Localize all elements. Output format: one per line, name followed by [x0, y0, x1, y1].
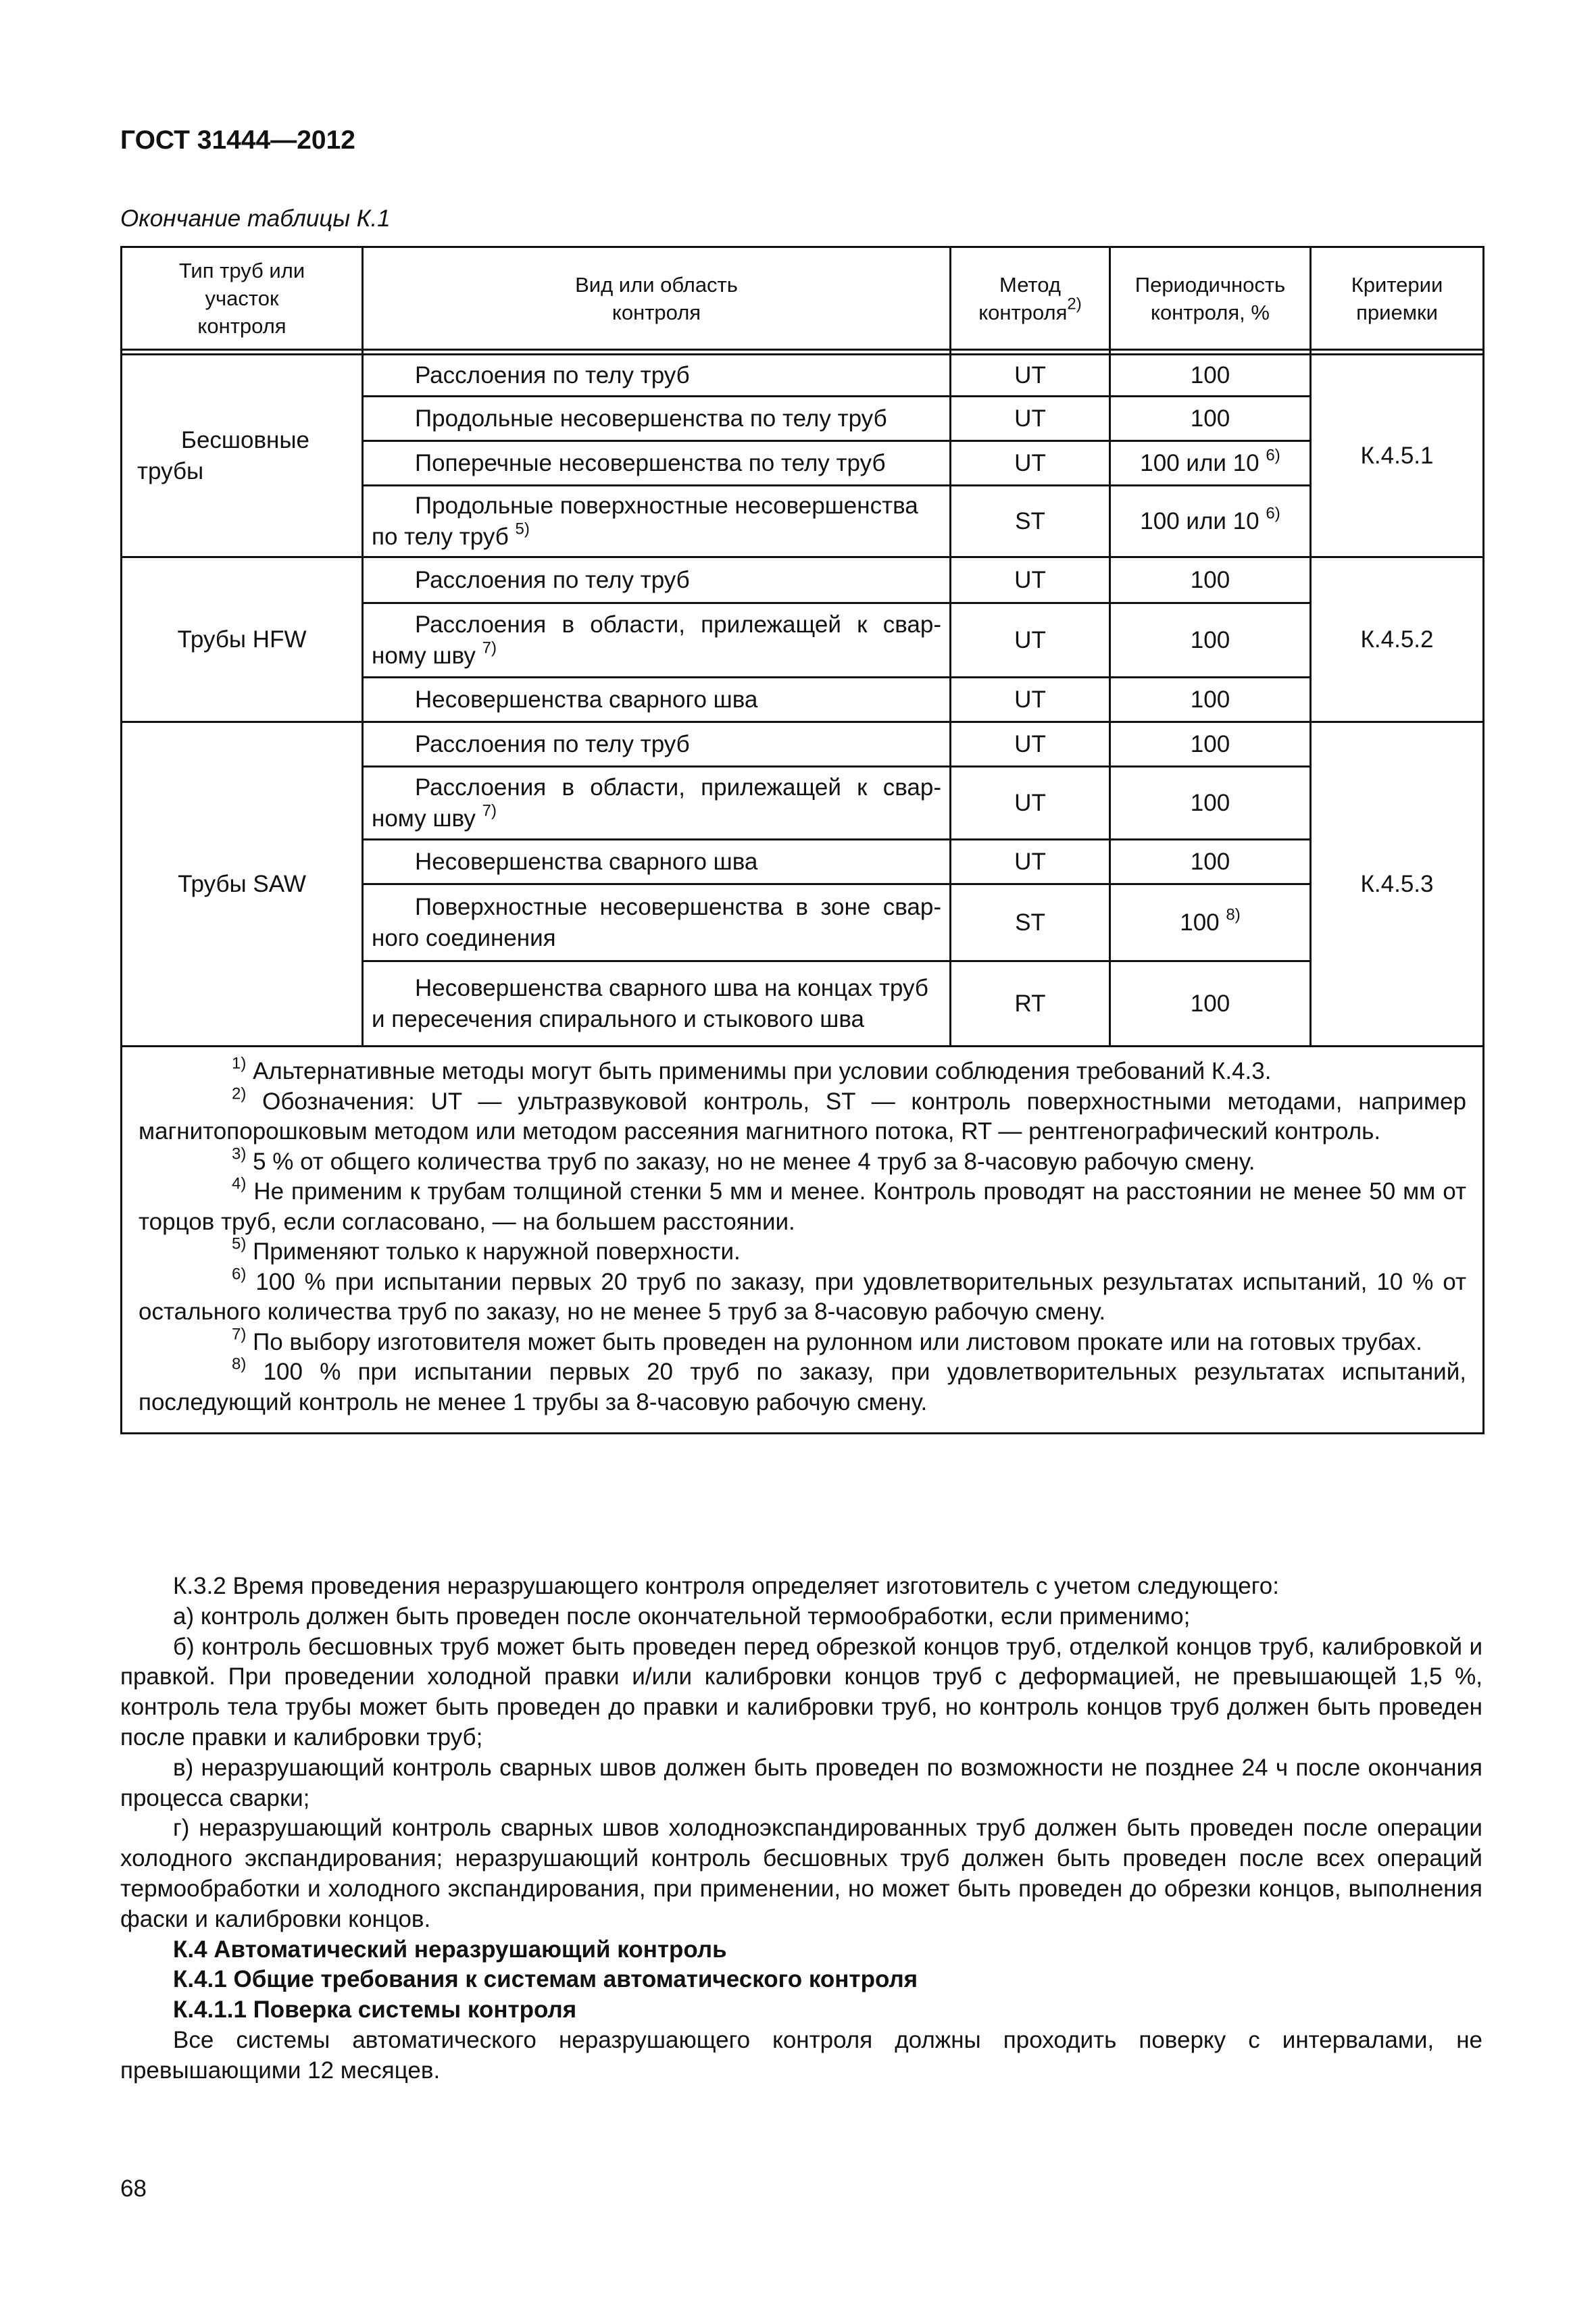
periodicity-text: 100 [1190, 686, 1230, 713]
inspection-area-text: Расслоения в области, прилежащей к сварному шву [372, 774, 941, 832]
footnote [139, 1234, 1466, 1267]
inspection-area-cell [363, 840, 951, 884]
periodicity-cell [1110, 678, 1311, 722]
periodicity-cell [1110, 603, 1311, 678]
pipe-type-text: трубы [137, 457, 204, 484]
inspection-area-text: Расслоения по телу труб [415, 730, 690, 757]
criteria-cell: К.4.5.3 [1311, 722, 1484, 1047]
periodicity-text: 100 [1190, 566, 1230, 593]
header-divider [122, 350, 1484, 355]
section-heading: К.4.1.1 Поверка системы контроля [173, 1996, 577, 2023]
criteria-cell: К.4.5.2 [1311, 557, 1484, 722]
inspection-area-text: Несовершенства сварного шва [415, 848, 758, 875]
periodicity-text: 100 или 10 [1140, 507, 1260, 534]
method-cell: UT [951, 767, 1110, 840]
periodicity-cell [1110, 840, 1311, 884]
inspection-area-cell [363, 722, 951, 767]
inspection-area-cell [363, 767, 951, 840]
footnote-text: 100 % при испытании первых 20 труб по заказу, при удовлетворительных результатах испытаний, 10 % от остального количества труб по заказу, но не менее 5 труб за 8-часовую рабочую смену. [139, 1268, 1466, 1325]
header-type: Тип труб или участок контроля [122, 247, 363, 350]
method-cell: UT [951, 840, 1110, 884]
pipe-type-cell [122, 722, 363, 1047]
footnote-text: 100 % при испытании первых 20 труб по заказу, при удовлетворительных результатах испытаний, последующий контроль не менее 1 трубы за 8-часовую рабочую смену. [139, 1359, 1466, 1415]
method-cell: RT [951, 961, 1110, 1047]
footnote-mark: 6) [232, 1264, 247, 1283]
periodicity-text: 100 [1190, 405, 1230, 432]
footnote [139, 1144, 1466, 1178]
periodicity-text: 100 [1190, 361, 1230, 388]
inspection-area-cell [363, 397, 951, 441]
header-method: Метод контроля$^{2)}$ [951, 247, 1110, 350]
inspection-area-cell [363, 486, 951, 557]
pipe-type-cell [122, 557, 363, 722]
paragraph: в) неразрушающий контроль сварных швов должен быть проведен по возможности не позднее 24 ч после окончания процесса сварки; [120, 1754, 1482, 1811]
periodicity-text: 100 или 10 [1140, 449, 1260, 476]
footnote-mark: 7) [232, 1324, 247, 1343]
inspection-area-text: Продольные несовершенства по телу труб [415, 405, 887, 432]
paragraph: б) контроль бесшовных труб может быть проведен перед обрезкой концов труб, отделкой концов труб, калибровкой и правкой. При проведении холодной правки и/или калибровки концов труб с деформацией, не превышающей 1,5 %, контроль тела трубы может быть проведен до правки и калибровки труб, но контроль концов труб должен быть проведен после правки и калибровки труб; [120, 1633, 1482, 1751]
inspection-area-text: Расслоения по телу труб [415, 566, 690, 593]
periodicity-cell [1110, 722, 1311, 767]
periodicity-cell [1110, 486, 1311, 557]
footnote-text: Не применим к трубам толщиной стенки 5 мм и менее. Контроль проводят на расстоянии не менее 50 мм от торцов труб, если согласовано, — на большем расстоянии. [139, 1178, 1466, 1235]
paragraph: г) неразрушающий контроль сварных швов холодноэкспандированных труб должен быть проведен после операции холодного экспандирования; неразрушающий контроль бесшовных труб должен быть проведен после всех операций термообработки и холодного экспандирования, при применении, но может быть проведен до обрезки концов, выполнения фаски и калибровки концов. [120, 1815, 1482, 1932]
inspection-area-text: Расслоения в области, прилежащей к сварному шву [372, 611, 941, 669]
footnote-ref: 6) [1266, 445, 1280, 464]
footnote-text: Обозначения: UT — ультразвуковой контроль, ST — контроль поверхностными методами, например магнитопорошковым методом или методом рассеяния магнитного потока, RT — рентгенографический контроль. [139, 1088, 1466, 1145]
inspection-area-text: Несовершенства сварного шва [415, 686, 758, 713]
method-cell: ST [951, 486, 1110, 557]
periodicity-cell [1110, 557, 1311, 603]
paragraph: К.3.2 Время проведения неразрушающего контроля определяет изготовитель с учетом следующего: [173, 1573, 1279, 1599]
inspection-area-cell [363, 961, 951, 1047]
pipe-type-text: Бесшовные [180, 426, 310, 453]
footnote-text: 5 % от общего количества труб по заказу, но не менее 4 труб за 8-часовую рабочую смену. [253, 1148, 1255, 1175]
footnote-mark: 1) [232, 1054, 247, 1073]
table-row [122, 355, 1484, 397]
footnote-mark: 2) [232, 1084, 247, 1103]
method-cell: UT [951, 397, 1110, 441]
pipe-type-cell [122, 355, 363, 557]
paragraph: а) контроль должен быть проведен после окончательной термообработки, если применимо; [173, 1603, 1191, 1630]
method-cell: UT [951, 441, 1110, 486]
periodicity-cell [1110, 441, 1311, 486]
method-cell: UT [951, 722, 1110, 767]
footnote-text: Альтернативные методы могут быть применимы при условии соблюдения требований К.4.3. [253, 1058, 1272, 1084]
inspection-area-text: Расслоения по телу труб [415, 361, 690, 388]
periodicity-text: 100 [1190, 848, 1230, 875]
inspection-area-cell [363, 678, 951, 722]
method-cell: UT [951, 557, 1110, 603]
standard-designation: ГОСТ 31444—2012 [120, 126, 355, 155]
footnote [139, 1264, 1466, 1328]
periodicity-text: 100 [1190, 789, 1230, 816]
footnote-ref: 5) [515, 519, 530, 538]
method-cell: UT [951, 603, 1110, 678]
periodicity-cell [1110, 355, 1311, 397]
section-heading: К.4.1 Общие требования к системам автоматического контроля [173, 1966, 918, 1993]
page-number: 68 [120, 2175, 147, 2202]
periodicity-cell [1110, 884, 1311, 961]
method-cell: UT [951, 678, 1110, 722]
body-text [120, 1571, 1482, 2086]
footnote-text: По выбору изготовителя может быть проведен на рулонном или листовом прокате или на готовых трубах. [253, 1328, 1422, 1355]
table-caption: Окончание таблицы К.1 [120, 205, 391, 232]
footnote [139, 1174, 1466, 1237]
paragraph: Все системы автоматического неразрушающего контроля должны проходить поверку с интервалами, не превышающими 12 месяцев. [120, 2026, 1482, 2084]
inspection-area-text: Поверхностные несовершенства в зоне сварного соединения [372, 893, 941, 951]
header-periodicity: Периодичность контроля, % [1110, 247, 1311, 350]
criteria-cell: К.4.5.1 [1311, 355, 1484, 557]
header-area: Вид или область контроля [363, 247, 951, 350]
method-cell: UT [951, 355, 1110, 397]
periodicity-cell [1110, 961, 1311, 1047]
footnotes [122, 1047, 1484, 1434]
footnote-ref: 7) [482, 638, 497, 657]
footnote-mark: 8) [232, 1355, 247, 1374]
footnote-ref: 7) [482, 801, 497, 820]
periodicity-cell [1110, 397, 1311, 441]
periodicity-cell [1110, 767, 1311, 840]
method-cell: ST [951, 884, 1110, 961]
inspection-area-text: Поперечные несовершенства по телу труб [415, 449, 886, 476]
footnote [139, 1324, 1466, 1358]
periodicity-text: 100 [1190, 626, 1230, 653]
periodicity-text: 100 [1180, 909, 1220, 936]
footnote [139, 1084, 1466, 1147]
inspection-area-text: Продольные поверхностные несовершенства по телу труб [372, 492, 918, 550]
footnote-mark: 3) [232, 1144, 247, 1163]
footnote-ref: 6) [1266, 503, 1280, 522]
footnote-mark: 4) [232, 1174, 247, 1193]
periodicity-text: 100 [1190, 730, 1230, 757]
footnote [139, 1357, 1466, 1417]
inspection-area-cell [363, 557, 951, 603]
footnote [139, 1054, 1466, 1087]
table-row [122, 557, 1484, 603]
pipe-type-text: Трубы SAW [178, 870, 306, 897]
inspection-area-cell [363, 603, 951, 678]
section-heading: К.4 Автоматический неразрушающий контроль [173, 1936, 727, 1963]
inspection-area-text: Несовершенства сварного шва на концах труб и пересечения спирального и стыкового шва [372, 974, 928, 1032]
inspection-area-cell [363, 441, 951, 486]
footnote-mark: 5) [232, 1234, 247, 1253]
periodicity-text: 100 [1190, 990, 1230, 1017]
footnote-text: Применяют только к наружной поверхности. [253, 1238, 741, 1265]
table-row [122, 722, 1484, 767]
footnote-ref: 8) [1226, 905, 1241, 924]
inspection-table [120, 246, 1485, 1434]
inspection-area-cell [363, 884, 951, 961]
pipe-type-text: Трубы HFW [177, 626, 307, 653]
header-criteria: Критерии приемки [1311, 247, 1484, 350]
inspection-area-cell [363, 355, 951, 397]
